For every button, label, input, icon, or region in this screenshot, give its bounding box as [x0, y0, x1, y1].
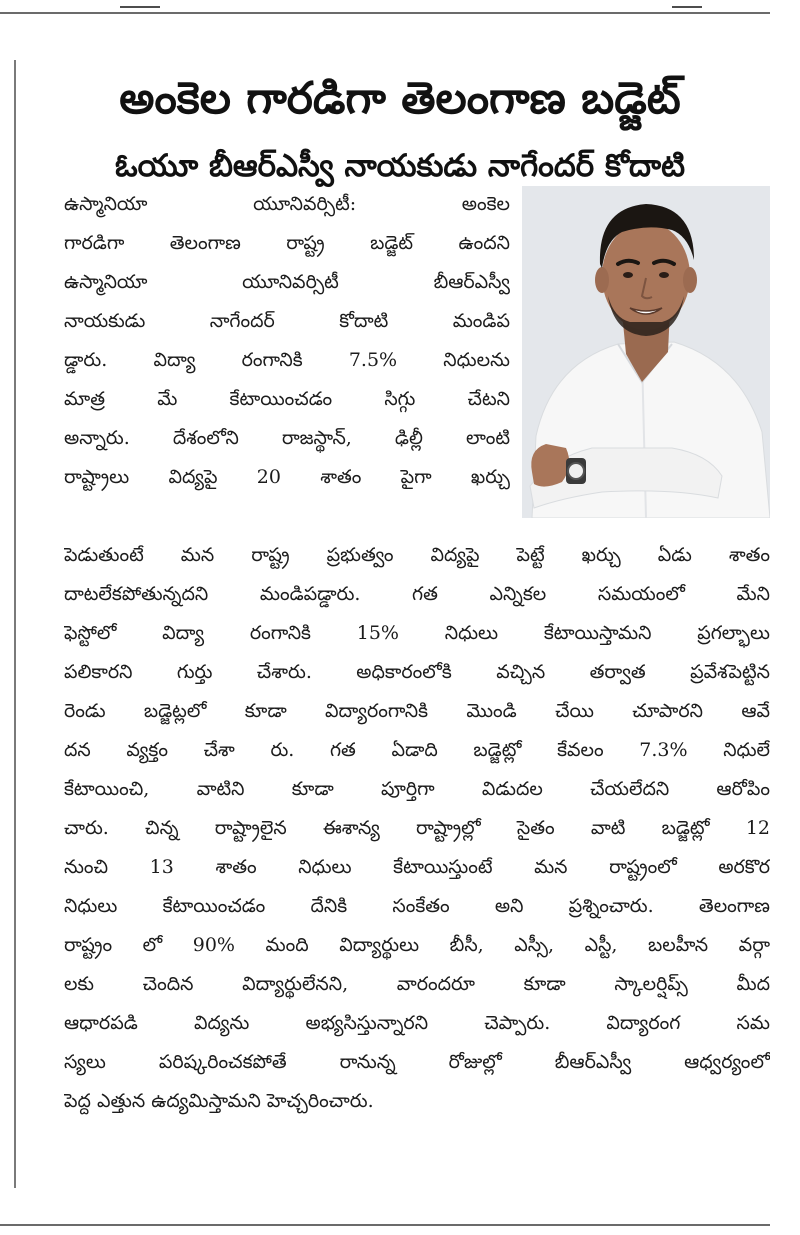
top-edge-mark-right — [672, 0, 702, 8]
body-line: మాత్ర మే కేటాయించడం సిగ్గు చేటని — [64, 388, 510, 410]
body-line: రాష్ట్రాలు విద్యపై 20 శాతం పైగా ఖర్చు — [64, 466, 510, 488]
body-line: డ్డారు. విద్యా రంగానికి 7.5% నిధులను — [64, 349, 510, 371]
body-line: నిధులు కేటాయించడం దేనికి సంకేతం అని ప్రశ్నించారు. తెలంగాణ — [64, 895, 770, 917]
body-line: రెండు బడ్జెట్లలో కూడా విద్యారంగానికి మొండి చేయి చూపారని ఆవే — [64, 700, 770, 722]
top-rule — [0, 12, 770, 14]
body-line: ఉస్మానియా యూనివర్సిటీ బీఆర్ఎస్వీ — [64, 271, 510, 293]
person-photo — [522, 186, 770, 518]
body-line: అన్నారు. దేశంలోని రాజస్థాన్, ఢిల్లీ లాంటి — [64, 427, 510, 449]
body-line: ఉస్మానియా యూనివర్సిటీ: అంకెల — [64, 193, 510, 215]
body-line: పెడుతుంటే మన రాష్ట్ర ప్రభుత్వం విద్యపై పెట్టే ఖర్చు ఏడు శాతం — [64, 544, 770, 566]
body-line: పలికారని గుర్తు చేశారు. అధికారంలోకి వచ్చిన తర్వాత ప్రవేశపెట్టిన — [64, 661, 770, 683]
headline: అంకెల గారడిగా తెలంగాణ బడ్జెట్ — [119, 73, 681, 125]
portrait-illustration — [522, 186, 770, 518]
right-ear — [683, 267, 697, 293]
column-rule — [14, 60, 16, 1188]
body-line: స్యలు పరిష్కరించకపోతే రానున్న రోజుల్లో బీఆర్ఎస్వీ ఆధ్వర్యంలో — [64, 1051, 770, 1073]
body-line: దన వ్యక్తం చేశా రు. గత ఏడాది బడ్జెట్లో కేవలం 7.3% నిధులే — [64, 739, 770, 761]
body-line: కేటాయించి, వాటిని కూడా పూర్తిగా విడుదల చేయలేదని ఆరోపిం — [64, 778, 770, 800]
bottom-rule — [0, 1224, 770, 1226]
body-line: నుంచి 13 శాతం నిధులు కేటాయిస్తుంటే మన రాష్ట్రంలో అరకొర — [64, 856, 770, 878]
body-line: నాయకుడు నాగేందర్ కోదాటి మండిప — [64, 310, 510, 332]
watch-face — [568, 463, 584, 479]
right-eye — [659, 272, 669, 278]
body-line: గారడిగా తెలంగాణ రాష్ట్ర బడ్జెట్ ఉందని — [64, 232, 510, 254]
body-line: ఆధారపడి విద్యను అభ్యసిస్తున్నారని చెప్పారు. విద్యారంగ సమ — [64, 1012, 770, 1034]
article-body-wide — [64, 536, 770, 1121]
article-body-narrow — [64, 185, 510, 497]
left-eye — [623, 272, 633, 278]
body-line-last: పెద్ద ఎత్తున ఉద్యమిస్తామని హెచ్చరించారు. — [64, 1090, 374, 1112]
body-line: చారు. చిన్న రాష్ట్రాలైన ఈశాన్య రాష్ట్రాల్లో సైతం వాటి బడ్జెట్లో 12 — [64, 817, 770, 839]
body-line: రాష్ట్రం లో 90% మంది విద్యార్థులు బీసీ, ఎస్సీ, ఎస్టీ, బలహీన వర్గా — [64, 934, 770, 956]
body-line: ఫెస్టోలో విద్యా రంగానికి 15% నిధులు కేటాయిస్తామని ప్రగల్భాలు — [64, 622, 770, 644]
body-line: దాటలేకపోతున్నదని మండిపడ్డారు. గత ఎన్నికల సమయంలో మేని — [64, 583, 770, 605]
left-ear — [595, 267, 609, 293]
subheadline: ఓయూ బీఆర్ఎస్వీ నాయకుడు నాగేందర్ కోదాటి — [114, 147, 686, 184]
body-line: లకు చెందిన విద్యార్థులేనని, వారందరూ కూడా స్కాలర్షిప్స్ మీద — [64, 973, 770, 995]
top-edge-mark-left — [120, 0, 160, 8]
